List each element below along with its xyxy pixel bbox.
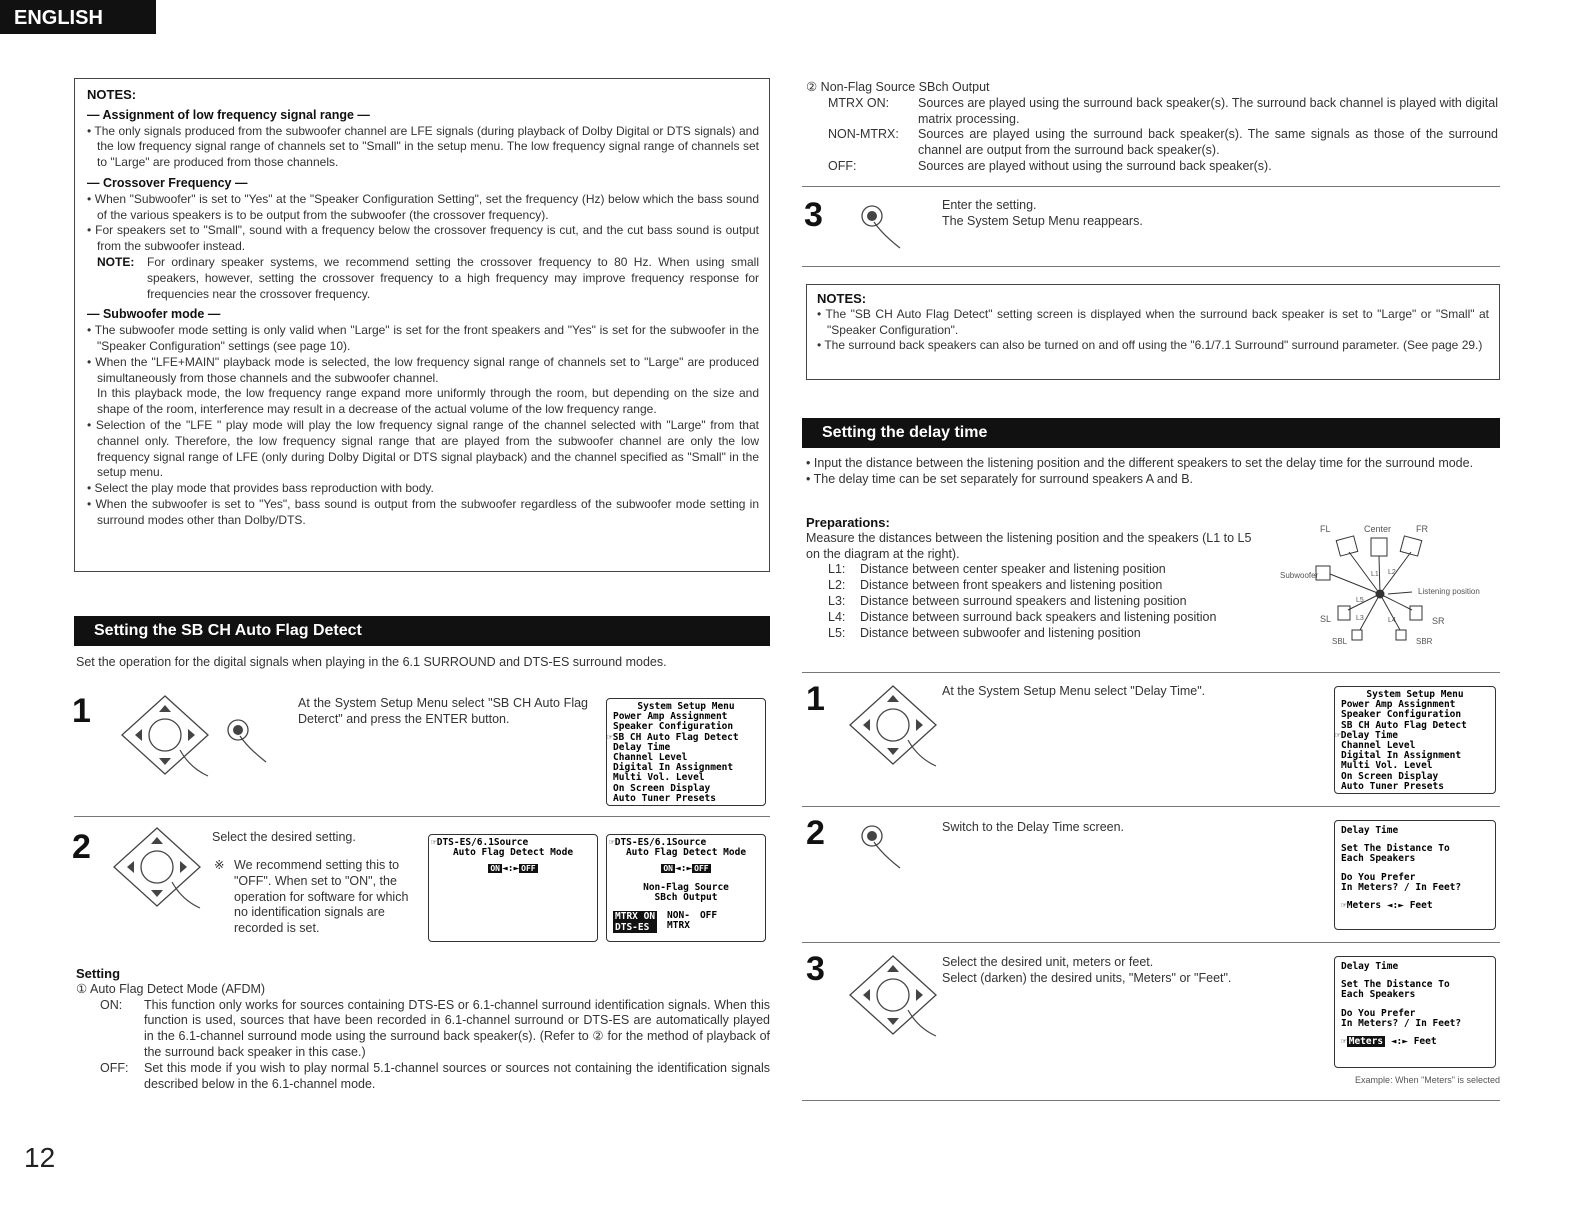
osd-non-mtrx-option	[667, 911, 690, 931]
prep-list-item	[806, 562, 1266, 578]
delay-intro	[806, 456, 1498, 488]
divider	[802, 1100, 1500, 1101]
osd-menu-item: Auto Tuner Presets	[613, 792, 716, 804]
sb-step2-text: Select the desired setting.	[212, 830, 356, 844]
example-caption: Example: When "Meters" is selected	[1355, 1075, 1500, 1085]
label-listening-position: Listening position	[1418, 587, 1480, 596]
off-label: OFF:	[100, 1060, 129, 1075]
step3-line2: The System Setup Menu reappears.	[942, 213, 1143, 228]
step-number: 1	[72, 692, 91, 730]
non-mtrx-label: NON-MTRX:	[828, 127, 899, 142]
off-item	[806, 159, 1498, 175]
speaker-sr-icon	[1410, 606, 1422, 620]
osd-delay-time-unit-selected	[1334, 956, 1496, 1068]
osd-line: Set The Distance To	[1341, 979, 1450, 991]
osd-line: ☞DTS-ES/6.1Source	[431, 837, 529, 848]
step3-text	[942, 198, 1342, 230]
prep-text: Measure the distances between the listening position and the speakers (L1 to L5 on the diagram at the right).	[806, 530, 1252, 561]
osd-afdm-toggle	[435, 864, 591, 874]
label-sl: SL	[1320, 614, 1332, 624]
divider	[802, 186, 1500, 187]
sb-step2-note-text: We recommend setting this to "OFF". When set to "ON", the operation for software for which no identification signals are recorded is set.	[234, 858, 409, 936]
preparations	[806, 515, 1266, 641]
setting-block	[76, 966, 770, 1092]
osd-menu-item: Speaker Configuration	[613, 721, 734, 733]
list-text: Distance between subwoofer and listening position	[860, 625, 1141, 640]
list-label: L2:	[828, 578, 846, 593]
notes-box-right	[806, 284, 1500, 380]
osd-line: SBch Output	[654, 891, 718, 903]
label-l2: L2	[1388, 569, 1396, 576]
notes-sec3-b2: • When the "LFE+MAIN" playback mode is selected, the low frequency signal range of channels set to "Large" are produced simultaneously from those channels and the subwoofer channel.	[87, 354, 759, 385]
osd-menu-item-selected: ☞Delay Time	[1335, 729, 1398, 741]
prep-list-item	[806, 610, 1266, 626]
step3-line1: Enter the setting.	[942, 198, 1037, 212]
non-flag-block	[806, 80, 1498, 175]
osd-feet-option: Feet	[1409, 900, 1433, 912]
osd-title: Delay Time	[1341, 825, 1399, 836]
osd-system-setup-menu	[606, 698, 766, 806]
non-mtrx-item	[806, 127, 1498, 159]
divider	[802, 942, 1500, 943]
label-l4: L4	[1388, 617, 1396, 624]
delay-step3-text	[942, 955, 1322, 987]
speaker-sl-icon	[1338, 606, 1350, 620]
osd-menu-item: Power Amp Assignment	[1341, 699, 1456, 711]
delay-b2: • The delay time can be set separately for surround speakers A and B.	[806, 471, 1194, 486]
language-tab: ENGLISH	[0, 0, 156, 34]
enter-button-hand-icon	[856, 816, 906, 871]
osd-feet-option: Feet	[1413, 1036, 1437, 1048]
distance-lines	[1330, 552, 1412, 630]
on-text: This function only works for sources containing DTS-ES or 6.1-channel surround identification signals. When this function is used, sources that have been recorded in 6.1-channel surround or DTS-ES are automatically played in the 6.1-channel surround mode using the surround back speaker(s). (Refer to ② for the method of playback of the surround back speaker in this case.)	[144, 997, 770, 1059]
mtrx-on-item	[806, 96, 1498, 128]
label-fl: FL	[1320, 524, 1331, 534]
osd-on-option: ON	[490, 864, 500, 874]
list-label: L5:	[828, 625, 846, 640]
osd-menu-title: System Setup Menu	[1366, 689, 1464, 700]
step-number: 1	[806, 680, 825, 718]
label-subwoofer: Subwoofer	[1280, 571, 1319, 580]
osd-menu-item-selected: ☞SB CH Auto Flag Detect	[607, 731, 739, 743]
notes-sec2-note	[87, 255, 759, 302]
osd-auto-flag-detect	[428, 834, 598, 942]
label-l5: L5	[1356, 597, 1364, 604]
delay-step2-text: Switch to the Delay Time screen.	[942, 820, 1125, 834]
list-text: Distance between front speakers and listening position	[860, 578, 1163, 593]
speaker-sbr-icon	[1396, 630, 1406, 640]
osd-unit-toggle	[1341, 901, 1489, 911]
notes-sec1-title: — Assignment of low frequency signal range —	[87, 107, 370, 122]
osd-title: Delay Time	[1341, 961, 1399, 972]
osd-menu-item: Digital In Assignment	[613, 762, 734, 774]
osd-line: Non-Flag Source	[643, 881, 729, 893]
osd-menu-item: Speaker Configuration	[1341, 709, 1462, 721]
osd-off-option: OFF	[694, 864, 709, 874]
osd-option-text: NON-	[667, 910, 690, 922]
section-title-delay-time: Setting the delay time	[802, 418, 1500, 448]
osd-afdm-toggle	[613, 864, 759, 874]
note-text: For ordinary speaker systems, we recommend setting the crossover frequency to 80 Hz. When using small speakers, however, setting the crossover frequency to a high frequency may improve frequency response for frequencies near the crossover frequency.	[147, 254, 759, 301]
notes-title: NOTES:	[87, 87, 137, 102]
osd-line: Set The Distance To	[1341, 843, 1450, 855]
osd-line: In Meters? / In Feet?	[1341, 1017, 1462, 1029]
divider	[802, 266, 1500, 267]
osd-option-text: DTS-ES	[615, 922, 650, 934]
osd-line: Do You Prefer	[1341, 871, 1416, 883]
listening-pointer-line	[1388, 592, 1412, 594]
off-text: Set this mode if you wish to play normal 5.1-channel sources or sources not containing the identification signals described below in the 6.1-channel mode.	[144, 1060, 770, 1091]
delay-step3-line1: Select the desired unit, meters or feet.	[942, 955, 1154, 969]
notes-sec3-b2-cont: In this playback mode, the low frequency range expand more uniformly through the room, but depending on the size and shape of the room, interference may result in a decrease of the actual volume of the low frequency range.	[97, 386, 759, 417]
notes-sec3-title: — Subwoofer mode —	[87, 307, 221, 322]
note-label: NOTE:	[97, 254, 135, 269]
speaker-center-icon	[1371, 538, 1387, 556]
divider	[74, 816, 770, 817]
delay-b1: • Input the distance between the listening position and the different speakers to set the delay time for the surround mode.	[806, 456, 1474, 470]
list-label: L1:	[828, 562, 846, 577]
label-sbl: SBL	[1332, 637, 1348, 646]
osd-line: ☞DTS-ES/6.1Source	[609, 837, 707, 848]
osd-option-text: MTRX ON	[615, 911, 656, 923]
osd-separator: ◄:►	[502, 863, 520, 875]
prep-list-item	[806, 594, 1266, 610]
off-label: OFF:	[828, 158, 857, 173]
enter-button-hand-icon	[222, 710, 272, 765]
osd-meters-option: ☞Meters	[1341, 900, 1382, 912]
notes-sec3-b4: • Select the play mode that provides bass reproduction with body.	[87, 481, 434, 496]
notes-sec2-b1: • When "Subwoofer" is set to "Yes" at the "Speaker Configuration Setting", set the frequency (Hz) below which the bass sound of the various speakers is to be output from the subwoofer (the crossover frequency).	[87, 191, 759, 222]
osd-pointer: ☞	[1341, 1036, 1347, 1048]
setting-on	[76, 998, 770, 1061]
osd-non-flag-source	[606, 834, 766, 942]
osd-off-sbch-option: OFF	[699, 910, 718, 922]
non-flag-title: ② Non-Flag Source SBch Output	[806, 80, 990, 94]
osd-separator: ◄:►	[675, 863, 693, 875]
osd-menu-item: Delay Time	[613, 741, 671, 753]
osd-meters-option-selected: Meters	[1348, 1036, 1384, 1048]
osd-system-setup-menu	[1334, 686, 1496, 794]
step-number: 2	[806, 814, 825, 852]
step-number: 3	[806, 950, 825, 988]
osd-menu-item: Channel Level	[613, 752, 688, 764]
off-text: Sources are played without using the surround back speaker(s).	[918, 158, 1272, 173]
osd-menu-item: Digital In Assignment	[1341, 750, 1462, 762]
section-title-sb-ch: Setting the SB CH Auto Flag Detect	[74, 616, 770, 646]
osd-on-option: ON	[663, 864, 673, 874]
label-l3: L3	[1356, 615, 1364, 622]
delay-step3-line2: Select (darken) the desired units, "Meters" or "Feet".	[942, 970, 1232, 985]
page-number: 12	[24, 1142, 56, 1173]
prep-title: Preparations:	[806, 515, 890, 530]
on-label: ON:	[100, 997, 123, 1012]
label-sr: SR	[1432, 616, 1445, 626]
osd-line: Each Speakers	[1341, 853, 1416, 865]
sb-step1-text: At the System Setup Menu select "SB CH Auto Flag Deterct" and press the ENTER button.	[298, 696, 588, 726]
mtrx-on-text: Sources are played using the surround back speaker(s). The surround back channel is played with digital matrix processing.	[918, 95, 1498, 126]
notes-right-b2: • The surround back speakers can also be turned on and off using the "6.1/7.1 Surround" surround parameter. (See page 29.)	[817, 338, 1483, 353]
notes-sec2-title: — Crossover Frequency —	[87, 175, 248, 190]
mtrx-on-label: MTRX ON:	[828, 95, 890, 110]
osd-menu-item: Power Amp Assignment	[613, 711, 728, 723]
osd-line: Each Speakers	[1341, 989, 1416, 1001]
setting-off	[76, 1061, 770, 1093]
osd-line: Do You Prefer	[1341, 1007, 1416, 1019]
osd-line: In Meters? / In Feet?	[1341, 881, 1462, 893]
non-mtrx-text: Sources are played using the surround back speaker(s). The same signals as those of the surround channel are output from the surround back speaker(s).	[918, 127, 1498, 158]
notes-box-left	[74, 78, 770, 572]
osd-option-text: MTRX	[667, 920, 690, 932]
speaker-layout-diagram	[1276, 518, 1500, 652]
remote-cursor-pad-icon	[838, 680, 948, 770]
osd-menu-item: Auto Tuner Presets	[1341, 780, 1444, 792]
setting-title: Setting	[76, 966, 121, 981]
notes-sec3-b5: • When the subwoofer is set to "Yes", bass sound is output from the subwoofer regardless of the subwoofer mode setting in surround modes other than Dolby/DTS.	[87, 496, 759, 527]
list-text: Distance between surround back speakers and listening position	[860, 609, 1217, 624]
list-text: Distance between surround speakers and listening position	[860, 593, 1187, 608]
osd-unit-toggle	[1341, 1037, 1489, 1047]
osd-mtrx-on-option	[613, 911, 657, 933]
remote-cursor-pad-icon	[838, 950, 948, 1040]
osd-separator: ◄:►	[1386, 900, 1404, 912]
label-fr: FR	[1416, 524, 1428, 534]
osd-menu-item: On Screen Display	[613, 782, 711, 794]
label-center: Center	[1364, 524, 1392, 534]
notes-sec3-b3: • Selection of the "LFE " play mode will play the low frequency signal range of the channel selected with "Large" from that channel only. Therefore, the low frequency signal range that are played from the subwoofer channel are only the low frequency signal range of LFE (only during Dolby Digital or DTS signal playback) and the channel specified as "Small" in the setup menu.	[87, 417, 759, 480]
divider	[802, 672, 1500, 673]
step-number: 3	[804, 196, 823, 234]
osd-menu-item: On Screen Display	[1341, 770, 1439, 782]
speaker-fl-icon	[1336, 536, 1358, 556]
notes-sec3-b1: • The subwoofer mode setting is only valid when "Large" is set for the front speakers and "Yes" is set for the subwoofer in the "Speaker Configuration" settings (see page 10).	[87, 323, 759, 353]
osd-line: Auto Flag Detect Mode	[452, 847, 574, 859]
setting-item-afdm: ① Auto Flag Detect Mode (AFDM)	[76, 981, 266, 996]
remote-cursor-pad-icon	[102, 822, 212, 912]
osd-separator: ◄:►	[1390, 1036, 1408, 1048]
osd-menu-item: Multi Vol. Level	[1341, 760, 1433, 772]
osd-menu-item: Channel Level	[1341, 740, 1416, 752]
sb-step2-note	[214, 858, 414, 937]
label-l1: L1	[1371, 571, 1379, 578]
remote-cursor-pad-icon	[110, 690, 220, 780]
osd-menu-title: System Setup Menu	[637, 701, 735, 712]
osd-off-option: OFF	[521, 864, 536, 874]
list-label: L3:	[828, 593, 846, 608]
list-label: L4:	[828, 609, 846, 624]
label-sbr: SBR	[1416, 637, 1433, 646]
note-mark: ※	[214, 858, 225, 872]
notes-title: NOTES:	[817, 291, 867, 306]
prep-list-item	[806, 626, 1266, 642]
osd-delay-time-unit	[1334, 820, 1496, 930]
osd-sbch-options	[613, 911, 759, 933]
enter-button-hand-icon	[856, 196, 906, 251]
prep-list-item	[806, 578, 1266, 594]
notes-sec2-b2: • For speakers set to "Small", sound with a frequency below the crossover frequency is cut, and the cut bass sound is output from the subwoofer instead.	[87, 223, 759, 254]
divider	[802, 806, 1500, 807]
step-number: 2	[72, 828, 91, 866]
notes-right-b1: • The "SB CH Auto Flag Detect" setting screen is displayed when the surround back speaker is set to "Large" or "Small" at "Speaker Configuration".	[817, 306, 1489, 337]
notes-sec1-b1: • The only signals produced from the subwoofer channel are LFE signals (during playback of Dolby Digital or DTS signals) and the low frequency signal range of channels set to "Small" in the setup menu. The low frequency signal range of channels set to "Large" are produced from those channels.	[87, 123, 759, 170]
osd-menu-item: Multi Vol. Level	[613, 772, 705, 784]
speaker-fr-icon	[1400, 536, 1422, 556]
osd-line: Auto Flag Detect Mode	[625, 847, 747, 859]
delay-step1-text: At the System Setup Menu select "Delay Time".	[942, 684, 1206, 698]
sb-intro: Set the operation for the digital signals when playing in the 6.1 SURROUND and DTS-ES surround modes.	[76, 655, 667, 669]
list-text: Distance between center speaker and listening position	[860, 562, 1166, 577]
osd-menu-item: SB CH Auto Flag Detect	[1341, 719, 1467, 731]
speaker-sbl-icon	[1352, 630, 1362, 640]
